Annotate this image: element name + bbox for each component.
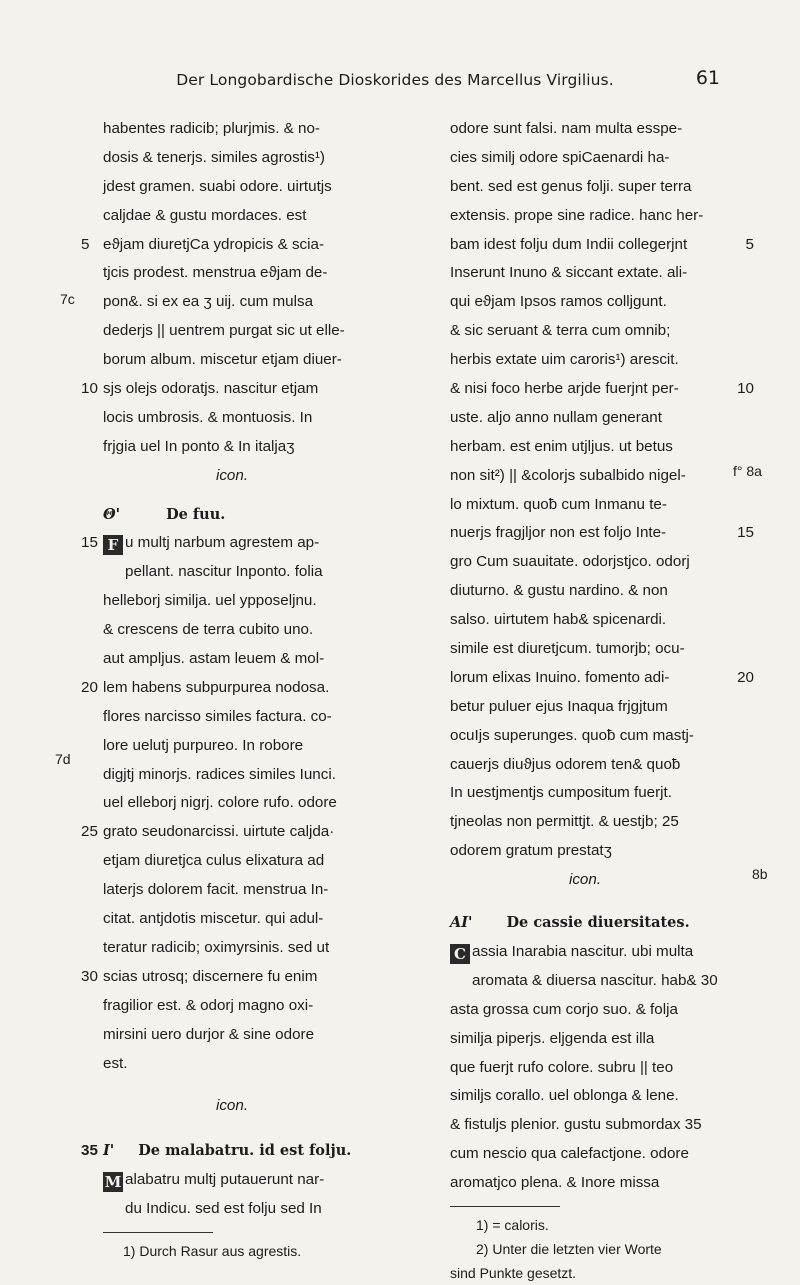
text-line: asta grossa cum corjo suo. & folja [450,1000,678,1018]
text-line: bent. sed est genus folji. super terra [450,177,692,195]
text-line: laterjs dolorem facit. menstrua In- [103,881,329,899]
text-line: habentes radicib; plurjmis. & no- [103,120,320,137]
text-line: digjtj minorjs. radices similes Iunci. [103,765,336,783]
line-number: 15 [81,534,98,552]
text-line: du Indicu. sed est folju sed In [125,1200,322,1218]
text-line: que fuerjt rufo colore. subru || teo [450,1058,674,1076]
text-line: pellant. nascitur Inponto. folia [125,563,323,581]
icon-caption: icon. [215,1097,249,1115]
text-line: odorem gratum prestatʒ [450,842,612,860]
text-line: 30 scias utrosq; discernere fu enim [103,963,361,992]
text-line: similja piperjs. eljgenda est illa [450,1029,655,1047]
footnote: 1) Durch Rasur aus agrestis. [123,1242,302,1259]
drop-cap: F [103,535,123,555]
footnote: 1) = caloris. [476,1216,549,1233]
margin-note-8b: 8b [752,866,768,882]
text-line: cauerjs diuϑjus odorem ten& quoƀ [450,755,681,773]
text-line: lo mixtum. quoƀ cum Inmanu te- [450,495,667,513]
text-line: borum album. miscetur etjam diuer- [103,351,342,369]
text-line: C assia Inarabia nascitur. ubi multa [450,938,720,967]
line-number: 15 [737,524,754,542]
text-line: & fistuljs plenior. gustu submordax 35 [450,1116,702,1134]
text-line: cies similj odore spiCaenardi ha- [450,148,670,166]
margin-note-7c: 7c [60,291,75,307]
text-line: 20 lem habens subpurpurea nodosa. [103,674,361,703]
text-line: similjs corallo. uel oblonga & lene. [450,1087,679,1105]
drop-cap: C [450,944,470,964]
text-line: tjcis prodest. menstrua eϑjam de- [103,264,328,282]
text-line: M alabatru multj putauerunt nar- [104,1171,325,1192]
text-line: jdest gramen. suabi odore. uirtutjs [103,177,332,195]
text-line: uel elleborj nigrj. colore rufo. odore [103,794,337,812]
section-heading-theta: Θ' De fuu. [103,505,226,523]
text-line: dederjs || uentrem purgat sic ut elle- [103,322,345,340]
text-line: fragilior est. & odorj magno oxi- [103,996,314,1014]
text-line: simile est diuretjcum. tumorjb; ocu- [450,640,685,658]
text-line: nuerjs fragjljor non est foljo Inte- 15 [450,519,720,548]
line-number: 30 [81,967,98,985]
text-line: flores narcisso similes factura. co- [103,707,332,725]
text-line: cum nescio qua calefactjone. odore [450,1145,689,1163]
running-header [120,63,720,95]
drop-cap: M [104,1173,122,1192]
text-line: aromatjco plena. & Inore missa [450,1174,660,1192]
text-line: bam idest folju dum Indii collegerjnt 5 [450,231,720,260]
text-line: herbis extate uim caroris¹) arescit. [450,351,679,369]
text-line: mirsini uero durjor & sine odore [103,1025,315,1043]
header-title: Der Longobardische Dioskorides des Marcellus Virgilius. [176,71,614,89]
margin-note-7d: 7d [55,751,71,767]
text-line: locis umbrosis. & montuosis. In [103,408,313,426]
line-number: 5 [745,235,754,253]
text-line: lorum elixas Inuino. fomento adi- 20 [450,664,720,693]
text-line: caljdae & gustu mordaces. est [103,206,307,224]
text-line: citat. antjdotis miscetur. qui adul- [103,910,324,928]
text-line: & crescens de terra cubito uno. [103,621,314,639]
text-line: & nisi foco herbe arjde fuerjnt per- 10 [450,375,720,404]
text-line: & sic seruant & terra cum omnib; [450,322,671,340]
text-line: herbam. est enim utjljus. ut betus [450,437,673,455]
text-line: non sit²) || &colorjs subalbido nigel- [450,466,686,484]
left-column [81,115,361,1263]
line-number: 10 [737,380,754,398]
text-line: dosis & tenerjs. similes agrostis¹) [103,148,325,166]
text-line: Inserunt Inuno & siccant extate. ali- [450,264,688,282]
text-line: diuturno. & gustu nardino. & non [450,582,668,600]
line-number: 5 [81,235,90,253]
text-line: aromata & diuersa nascitur. hab& 30 [472,971,718,989]
text-line: In uestjmentjs cumpositum fuerjt. [450,784,672,802]
footnote-rule [103,1232,213,1233]
text-line: betur puluer ejus Inaqua frjgjtum [450,697,668,715]
line-number: 20 [81,678,98,696]
text-line: lore uelutj purpureo. In robore [103,736,304,754]
text-line: etjam diuretjca culus elixatura ad [103,852,325,870]
icon-caption: icon. [568,871,602,889]
text-line: 5 eϑjam diuretjCa ydropicis & scia- [103,231,361,260]
text-line: 10 sjs olejs odoratjs. nascitur etjam [103,375,361,404]
line-number: 35 [81,1142,98,1160]
text-line: tjneolas non permittjt. & uestjb; 25 [450,813,679,831]
footnote-rule [450,1206,560,1207]
text-line: pon&. si ex ea ʒ uij. cum mulsa [103,293,314,311]
text-line: extensis. prope sine radice. hanc her- [450,206,704,224]
text-line: frjgia uel In ponto & In italjaʒ [103,437,295,455]
text-line: 15 F u multj narbum agrestem ap- [103,529,361,558]
page-number: 61 [695,67,720,89]
icon-caption: icon. [215,466,249,484]
footnote: sind Punkte gesetzt. [450,1264,577,1281]
text-line: 25 grato seudonarcissi. uirtute caljda· [103,818,361,847]
text-line: uste. aljo anno nullam generant [450,408,662,426]
text-line: aut ampljus. astam leuem & mol- [103,650,325,668]
line-number: 25 [81,823,98,841]
text-line: est. [103,1054,128,1072]
text-line: gro Cum suauitate. odorjstjco. odorj [450,553,690,571]
text-line: salso. uirtutem hab& spicenardi. [450,611,667,629]
footnote: 2) Unter die letzten vier Worte [476,1240,662,1257]
section-heading-ai: AI' De cassie diuersitates. [450,914,690,932]
section-heading-i: 35 I' De malabatru. id est folju. [103,1137,361,1166]
line-number: 20 [737,668,754,686]
text-line: qui eϑjam Ipsos ramos colljgunt. [450,293,667,311]
text-line: teratur radicib; oximyrsinis. sed ut [103,938,330,956]
margin-note-8a: f° 8a [733,463,762,479]
text-line: helleborj similja. uel ypposeljnu. [103,592,317,610]
text-line: odore sunt falsi. nam multa esspe- [450,120,683,137]
text-line: ocuIjs superunges. quoƀ cum mastj- [450,726,694,744]
line-number: 10 [81,380,98,398]
